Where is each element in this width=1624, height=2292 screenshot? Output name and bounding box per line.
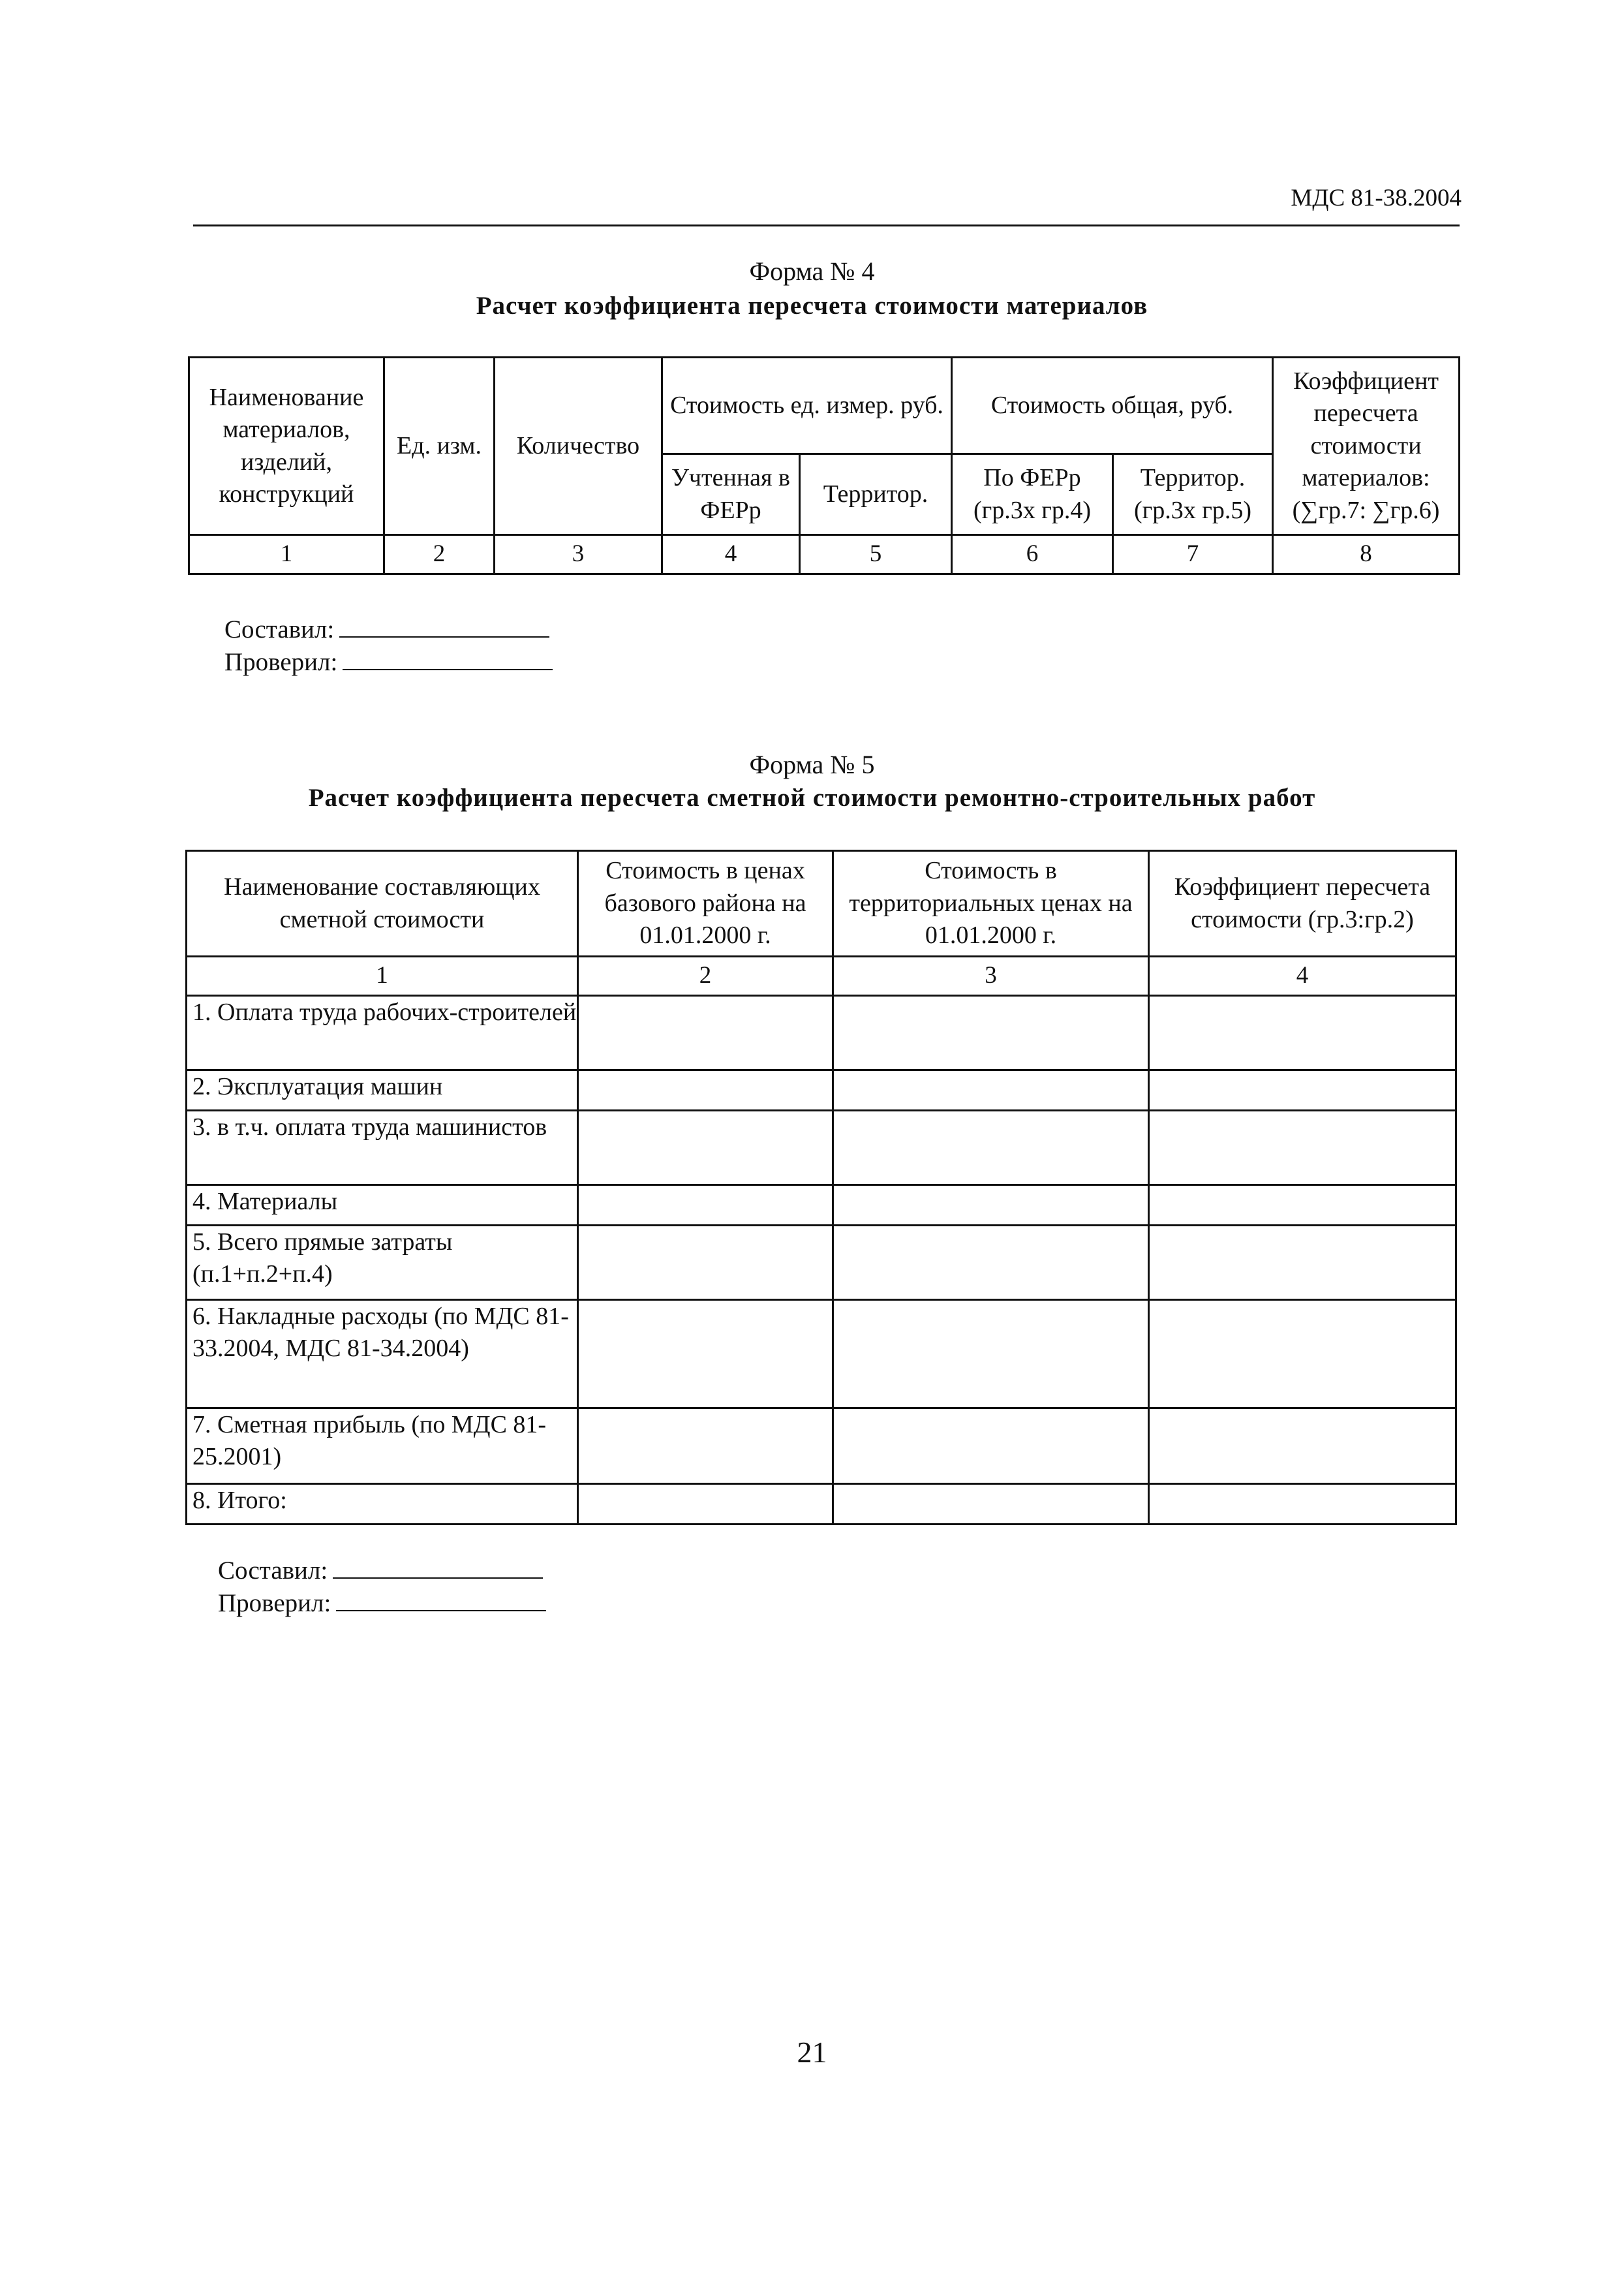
form4-table [188,356,1460,575]
form4-checked-line[interactable] [343,668,553,670]
form5-cell[interactable] [833,1111,1149,1185]
form4-col-number: 4 [662,535,800,574]
form5-col-number: 2 [578,957,833,996]
form5-cell[interactable] [1149,996,1456,1070]
form5-cell[interactable] [578,1484,833,1525]
form5-cell[interactable] [833,1070,1149,1111]
form5-cell[interactable] [1149,1408,1456,1484]
form5-head-base-cost: Стоимость в ценах базового района на 01.01.2000 г. [578,851,833,957]
form4-col-number: 8 [1273,535,1460,574]
form4-head-coef: Коэффициент пересчета стоимости материалов: (∑гр.7: ∑гр.6) [1273,358,1460,535]
form5-caption: Форма № 5 [749,750,875,779]
form5-cell[interactable] [578,1070,833,1111]
form4-col-number: 6 [952,535,1113,574]
form5-cell[interactable] [833,1185,1149,1226]
form5-compiled-label: Составил: [218,1556,328,1585]
form5-cell[interactable] [1149,1484,1456,1525]
table-row [187,996,1456,1070]
form5-col-number: 1 [187,957,578,996]
form5-cell[interactable] [578,1185,833,1226]
form5-cell[interactable] [1149,1070,1456,1111]
form5-table [185,850,1457,1525]
form5-checked-line[interactable] [336,1609,546,1611]
form5-cell[interactable] [578,1226,833,1300]
form5-head-coef: Коэффициент пересчета стоимости (гр.3:гр.2) [1149,851,1456,957]
form4-head-territ-total: Территор. (гр.3х гр.5) [1113,454,1273,535]
form5-row-label: 4. Материалы [187,1185,578,1226]
form4-title: Расчет коэффициента пересчета стоимости материалов [476,292,1148,320]
form5-compiled [218,1556,543,1585]
table-row [187,1111,1456,1185]
form5-cell[interactable] [578,1408,833,1484]
form4-head-name: Наименование материалов, изделий, конструкций [189,358,384,535]
form4-head-territ: Территор. [800,454,952,535]
form5-head-territ-cost: Стоимость в территориальных ценах на 01.01.2000 г. [833,851,1149,957]
form5-cell[interactable] [1149,1300,1456,1408]
form5-cell[interactable] [1149,1226,1456,1300]
document-code: МДС 81-38.2004 [1291,185,1462,211]
header-rule [193,225,1460,226]
form4-compiled-label: Составил: [224,615,335,643]
form4-compiled [224,615,549,644]
form5-row-label: 1. Оплата труда рабочих-строителей [187,996,578,1070]
form5-cell[interactable] [578,996,833,1070]
table-row [187,1408,1456,1484]
form4-checked-label: Проверил: [224,648,338,676]
form4-head-ferr: По ФЕРр (гр.3х гр.4) [952,454,1113,535]
form5-row-label: 3. в т.ч. оплата труда машинистов [187,1111,578,1185]
form4-head-unit: Ед. изм. [384,358,495,535]
form5-head-name: Наименование составляющих сметной стоимости [187,851,578,957]
form5-col-number: 4 [1149,957,1456,996]
table-row [187,1070,1456,1111]
form5-row-label: 5. Всего прямые затраты (п.1+п.2+п.4) [187,1226,578,1300]
form5-cell[interactable] [1149,1111,1456,1185]
form4-checked [224,647,553,677]
table-row [187,1185,1456,1226]
form4-col-number: 7 [1113,535,1273,574]
table-row [187,1484,1456,1525]
form4-col-number: 2 [384,535,495,574]
form4-col-number: 3 [495,535,662,574]
form5-cell[interactable] [833,996,1149,1070]
form5-row-label: 7. Сметная прибыль (по МДС 81-25.2001) [187,1408,578,1484]
form4-compiled-line[interactable] [339,636,549,638]
form4-col-number: 1 [189,535,384,574]
form5-cell[interactable] [578,1300,833,1408]
form4-head-accounted: Учтенная в ФЕРр [662,454,800,535]
form4-head-qty: Количество [495,358,662,535]
form5-checked-label: Проверил: [218,1589,331,1617]
page-number: 21 [797,2036,827,2069]
form5-title: Расчет коэффициента пересчета сметной стоимости ремонтно-строительных работ [308,784,1316,812]
form5-cell[interactable] [833,1484,1149,1525]
form5-cell[interactable] [1149,1185,1456,1226]
form5-row-label: 8. Итого: [187,1484,578,1525]
table-row [187,1226,1456,1300]
form5-row-label: 2. Эксплуатация машин [187,1070,578,1111]
form5-cell[interactable] [833,1300,1149,1408]
form4-head-unit-cost: Стоимость ед. измер. руб. [662,358,952,454]
form4-col-number: 5 [800,535,952,574]
form5-checked [218,1588,546,1618]
form5-row-label: 6. Накладные расходы (по МДС 81-33.2004, МДС 81-34.2004) [187,1300,578,1408]
form4-head-total-cost: Стоимость общая, руб. [952,358,1273,454]
table-row [187,1300,1456,1408]
form4-caption: Форма № 4 [749,256,875,286]
form5-cell[interactable] [578,1111,833,1185]
form5-cell[interactable] [833,1408,1149,1484]
form5-col-number: 3 [833,957,1149,996]
form5-compiled-line[interactable] [333,1577,543,1579]
form5-cell[interactable] [833,1226,1149,1300]
